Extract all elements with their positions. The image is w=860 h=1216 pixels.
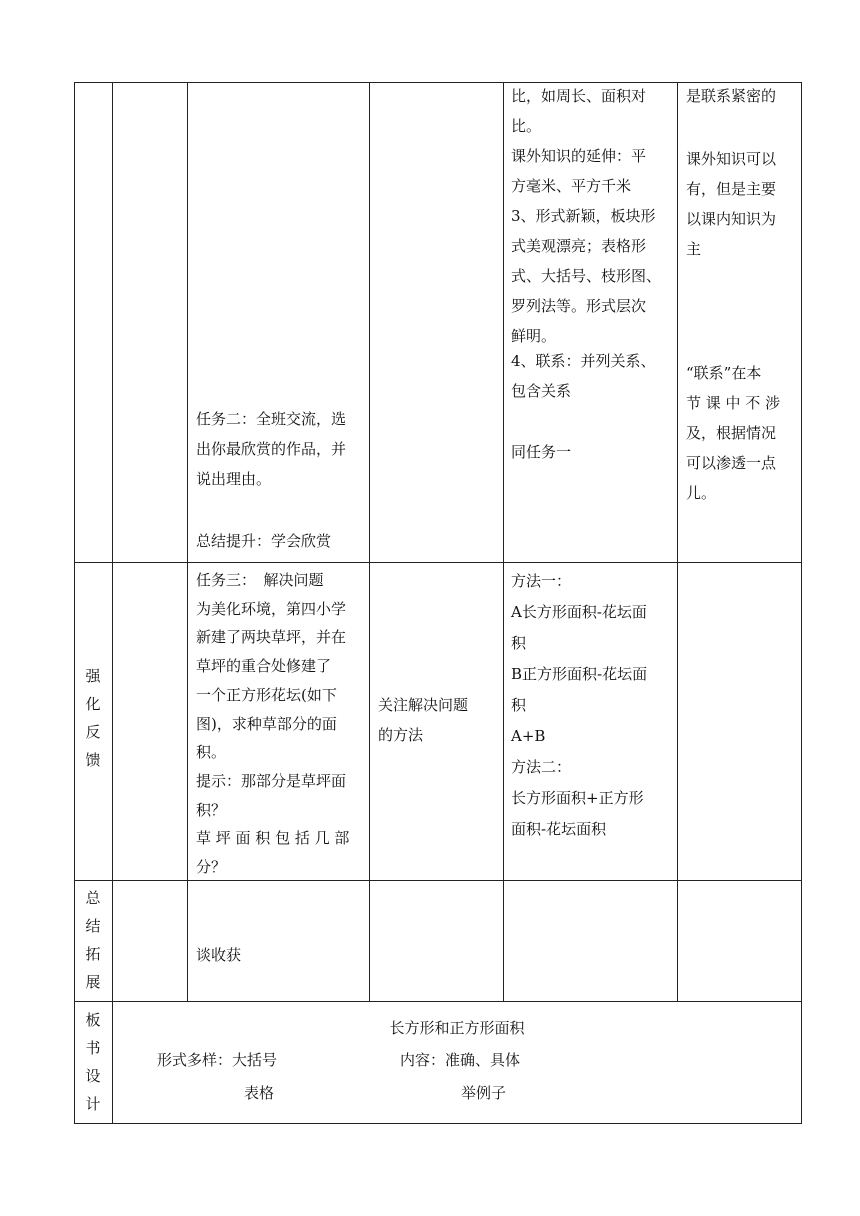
stage-char: 计 <box>85 1095 101 1113</box>
outcome-block-4 <box>511 346 675 406</box>
stage-label-board <box>74 1006 112 1118</box>
task3-line: 积。 <box>196 743 227 762</box>
outcome-line: 式、大括号、枝形图、 <box>511 267 662 285</box>
stage-char: 结 <box>85 917 101 935</box>
task3-line: 草坪的重合处修建了 <box>196 657 332 676</box>
stage-char: 展 <box>85 973 101 991</box>
method-line: B正方形面积-花坛面 <box>511 665 648 683</box>
col-divider-2 <box>187 82 188 1002</box>
outcome-line: 4、联系：并列关系、 <box>511 352 656 370</box>
task2-text <box>196 404 364 494</box>
table-border-row3 <box>74 1001 802 1002</box>
note-line: “联系”在本 <box>686 364 762 382</box>
outcome-line: 包含关系 <box>511 382 572 400</box>
note-line: 可以渗透一点 <box>686 454 777 472</box>
task3-text <box>196 566 364 882</box>
focus-text <box>378 690 500 750</box>
board-left-label: 形式多样：大括号 <box>157 1051 278 1069</box>
col-divider-5 <box>677 82 678 1002</box>
method-line: 方法一： <box>511 572 572 590</box>
note-block-1 <box>686 81 798 111</box>
note-line: 有，但是主要 <box>686 180 777 198</box>
note-line: 主 <box>686 240 702 258</box>
outcome-block-3 <box>511 201 675 351</box>
note-block-2 <box>686 144 798 264</box>
note-line: 课外知识可以 <box>686 150 777 168</box>
col-divider-3 <box>369 82 370 1002</box>
table-border-right <box>801 82 802 1124</box>
stage-char: 化 <box>85 695 101 713</box>
col-divider-1 <box>112 82 113 1124</box>
task3-line: 为美化环境，第四小学 <box>196 599 347 618</box>
outcome-line: 课外知识的延伸：平 <box>511 147 647 165</box>
board-right-sub: 举例子 <box>461 1084 507 1102</box>
task2-line: 说出理由。 <box>196 470 272 488</box>
outcome-line: 同任务一 <box>511 443 572 461</box>
summary-text: 总结提升：学会欣赏 <box>196 532 332 550</box>
outcome-line: 方毫米、平方千米 <box>511 177 632 195</box>
outcome-block-1 <box>511 81 675 141</box>
outcome-line: 比，如周长、面积对 <box>511 87 647 105</box>
method-line: 积 <box>511 696 527 714</box>
board-title: 长方形和正方形面积 <box>389 1019 525 1037</box>
stage-char: 反 <box>85 723 101 741</box>
task3-line: 提示：那部分是草坪面 <box>196 771 347 790</box>
stage-char: 强 <box>85 667 101 685</box>
method-line: 积 <box>511 634 527 652</box>
note-line: 以课内知识为 <box>686 210 777 228</box>
task3-line: 任务三： 解决问题 <box>196 571 324 589</box>
method-line: A长方形面积-花坛面 <box>511 603 647 621</box>
task3-line: 一个正方形花坛(如下 <box>196 685 337 704</box>
stage-char: 馈 <box>85 751 101 769</box>
note-line: 及，根据情况 <box>686 424 777 442</box>
note-line: 是联系紧密的 <box>686 87 777 105</box>
focus-line: 关注解决问题 <box>378 696 469 714</box>
task3-line: 新建了两块草坪，并在 <box>196 628 347 647</box>
table-border-bottom <box>74 1123 802 1124</box>
outcome-block-5 <box>511 437 675 467</box>
task2-line: 任务二：全班交流，选 <box>196 410 347 428</box>
task2-line: 出你最欣赏的作品，并 <box>196 440 347 458</box>
stage-char: 书 <box>85 1039 101 1057</box>
task3-line: 草 坪 面 积 包 括 几 部 <box>196 829 350 848</box>
table-border-row2 <box>74 880 802 881</box>
method-line: 长方形面积+正方形 <box>511 789 644 807</box>
method-line: 方法二： <box>511 758 572 776</box>
stage-label-reinforce <box>74 662 112 774</box>
outcome-line: 罗列法等。形式层次 <box>511 297 647 315</box>
methods-text <box>511 566 675 845</box>
outcome-line: 比。 <box>511 117 542 135</box>
task3-line: 积？ <box>196 800 227 819</box>
outcome-line: 3、形式新颖，板块形 <box>511 207 656 225</box>
col-divider-4 <box>503 82 504 1002</box>
stage-char: 拓 <box>85 945 101 963</box>
note-block-3 <box>686 358 798 508</box>
outcome-line: 鲜明。 <box>511 327 557 345</box>
stage-char: 设 <box>85 1067 101 1085</box>
task3-line: 分？ <box>196 858 227 877</box>
method-line: 面积-花坛面积 <box>511 820 607 838</box>
stage-char: 总 <box>85 889 101 907</box>
note-line: 儿。 <box>686 484 717 502</box>
note-line: 节 课 中 不 涉 <box>686 394 781 412</box>
stage-char: 板 <box>85 1011 101 1029</box>
board-left-sub: 表格 <box>244 1084 275 1102</box>
task3-line: 图)，求种草部分的面 <box>196 714 337 733</box>
focus-line: 的方法 <box>378 726 424 744</box>
table-border-row1 <box>74 562 802 563</box>
board-right-label: 内容：准确、具体 <box>400 1051 521 1069</box>
summary-content: 谈收获 <box>196 946 242 964</box>
outcome-line: 式美观漂亮；表格形 <box>511 237 647 255</box>
stage-label-summary <box>74 884 112 996</box>
method-line: A+B <box>511 727 546 745</box>
outcome-block-2 <box>511 141 675 201</box>
